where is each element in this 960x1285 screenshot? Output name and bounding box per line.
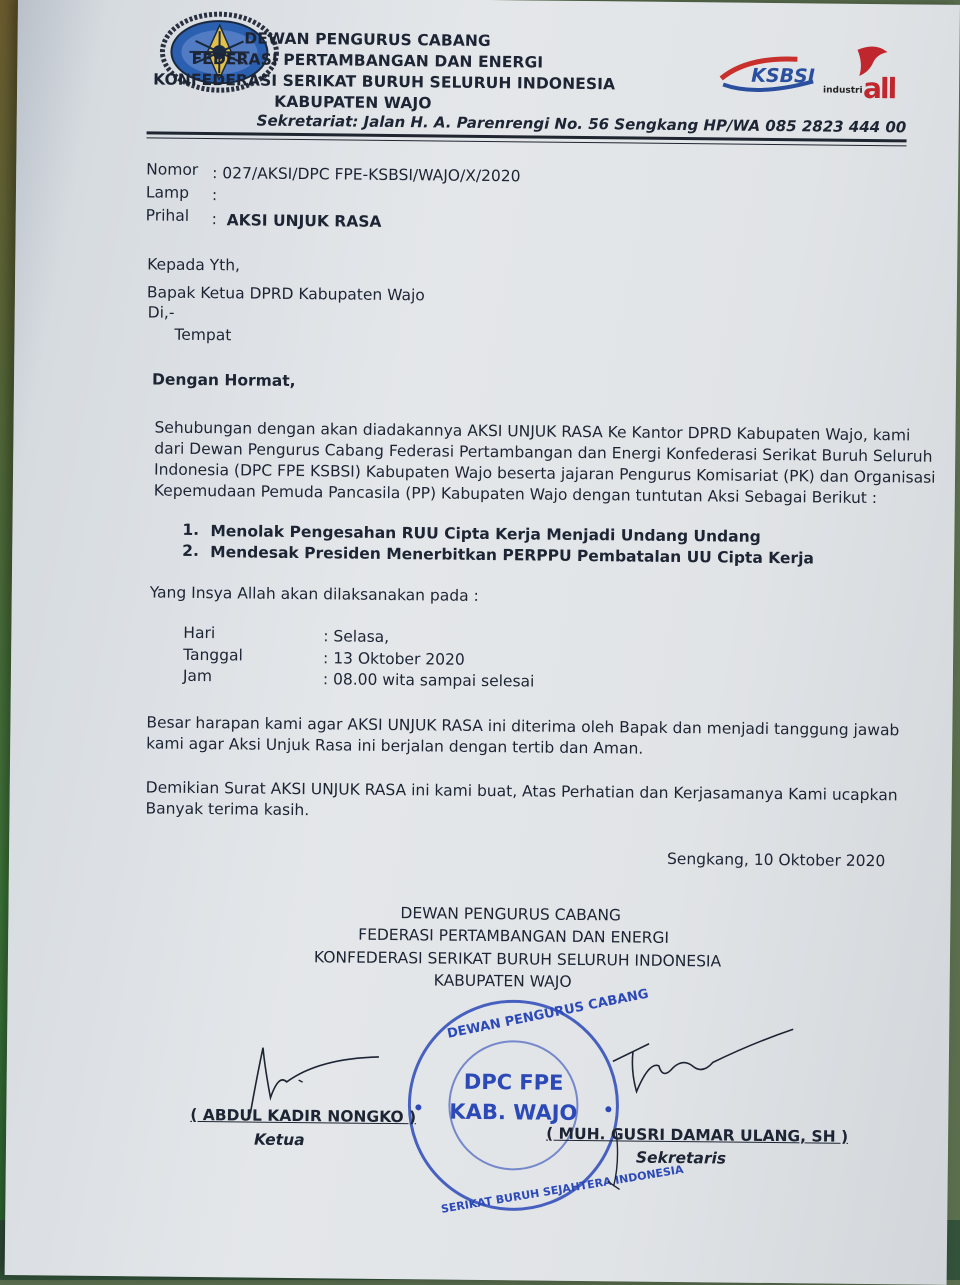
schedule-time-label: Jam xyxy=(182,666,213,686)
intro-line-3: Indonesia (DPC FPE KSBSI) Kabupaten Wajo beserta jajaran Pengurus Komisariat (PK) dan Organisasi xyxy=(153,460,936,487)
recipient-line-4: Tempat xyxy=(174,325,232,345)
intro-line-1: Sehubungan dengan akan diadakannya AKSI UNJUK RASA Ke Kantor DPRD Kabupaten Wajo, kami xyxy=(154,418,911,445)
place-date: Sengkang, 10 Oktober 2020 xyxy=(666,849,886,871)
sekretaris-name: ( MUH. GUSRI DAMAR ULANG, SH ) xyxy=(546,1124,849,1146)
industriall-logo xyxy=(823,42,904,109)
intro-line-2: dari Dewan Pengurus Cabang Federasi Pertambangan dan Energi Konfederasi Serikat Buruh Seluruh xyxy=(154,439,933,466)
closing1-line-1: Besar harapan kami agar AKSI UNJUK RASA ini diterima oleh Bapak dan menjadi tanggung jawab xyxy=(146,713,900,740)
demand-1-text: Menolak Pengesahan RUU Cipta Kerja Menjadi Undang Undang xyxy=(210,522,761,546)
prihal-label: Prihal xyxy=(145,206,190,225)
signature-org-line-3: KONFEDERASI SERIKAT BURUH SELURUH INDONESIA xyxy=(313,948,722,971)
letterhead-line-4: KABUPATEN WAJO xyxy=(274,92,432,113)
lamp-label: Lamp xyxy=(145,183,190,202)
salutation: Dengan Hormat, xyxy=(151,370,296,390)
schedule-date-value: : 13 Oktober 2020 xyxy=(323,649,465,669)
closing2-line-1: Demikian Surat AKSI UNJUK RASA ini kami buat, Atas Perhatian dan Kerjasamanya Kami ucapkan xyxy=(145,778,898,805)
recipient-line-1: Kepada Yth, xyxy=(147,255,241,275)
closing1-line-2: kami agar Aksi Unjuk Rasa ini berjalan dengan tertib dan Aman. xyxy=(146,734,644,758)
letterhead-line-3: KONFEDERASI SERIKAT BURUH SELURUH INDONESIA xyxy=(153,70,616,94)
ketua-name: ( ABDUL KADIR NONGKO ) xyxy=(190,1105,417,1127)
schedule-time-value: : 08.00 wita sampai selesai xyxy=(322,670,535,691)
stamp-ring-top-text: DEWAN PENGURUS CABANG xyxy=(445,986,650,1042)
schedule-day-label: Hari xyxy=(183,623,216,643)
nomor-value: : 027/AKSI/DPC FPE-KSBSI/WAJO/X/2020 xyxy=(212,164,521,186)
schedule-day-value: : Selasa, xyxy=(323,627,390,646)
prihal-colon: : xyxy=(211,210,218,229)
industriall-logo-all: all xyxy=(862,71,896,106)
stamp-center-line-1: DPC FPE xyxy=(463,1069,564,1095)
demand-2-number: 2. xyxy=(182,541,199,560)
schedule-intro: Yang Insya Allah akan dilaksanakan pada : xyxy=(149,583,479,605)
recipient-line-2: Bapak Ketua DPRD Kabupaten Wajo xyxy=(146,283,425,305)
nomor-label: Nomor xyxy=(146,160,199,179)
signature-org-line-4: KABUPATEN WAJO xyxy=(433,971,572,991)
letterhead-address: Sekretariat: Jalan H. A. Parenrengi No. 56 Sengkang HP/WA 085 2823 444 00 xyxy=(256,111,907,137)
industriall-logo-text: industri xyxy=(823,85,863,96)
stamp-ring-bottom-text: SERIKAT BURUH SEJAHTERA INDONESIA xyxy=(440,1162,685,1216)
demand-1-number: 1. xyxy=(182,520,200,539)
sekretaris-role: Sekretaris xyxy=(635,1148,727,1168)
letterhead-line-1: DEWAN PENGURUS CABANG xyxy=(244,29,491,51)
lamp-value: : xyxy=(211,186,218,205)
ksbsi-logo-text: KSBSI xyxy=(751,64,815,88)
ksbsi-logo xyxy=(717,50,826,101)
prihal-subject: AKSI UNJUK RASA xyxy=(226,211,382,231)
demand-2-text: Mendesak Presiden Menerbitkan PERPPU Pembatalan UU Cipta Kerja xyxy=(210,543,814,568)
signature-org-line-1: DEWAN PENGURUS CABANG xyxy=(400,904,622,925)
schedule-date-label: Tanggal xyxy=(183,645,243,665)
ketua-role: Ketua xyxy=(253,1130,305,1150)
stamp-center-line-2: KAB. WAJO xyxy=(449,1099,578,1125)
letter-page xyxy=(5,0,960,1285)
signature-org-line-2: FEDERASI PERTAMBANGAN DAN ENERGI xyxy=(358,925,670,947)
closing2-line-2: Banyak terima kasih. xyxy=(145,799,310,820)
letterhead-line-2: FEDERASI PERTAMBANGAN DAN ENERGI xyxy=(191,49,544,72)
recipient-line-3: Di,- xyxy=(147,303,175,322)
intro-line-4: Kepemudaan Pemuda Pancasila (PP) Kabupaten Wajo dengan tuntutan Aksi Sebagai Berikut : xyxy=(153,481,878,508)
